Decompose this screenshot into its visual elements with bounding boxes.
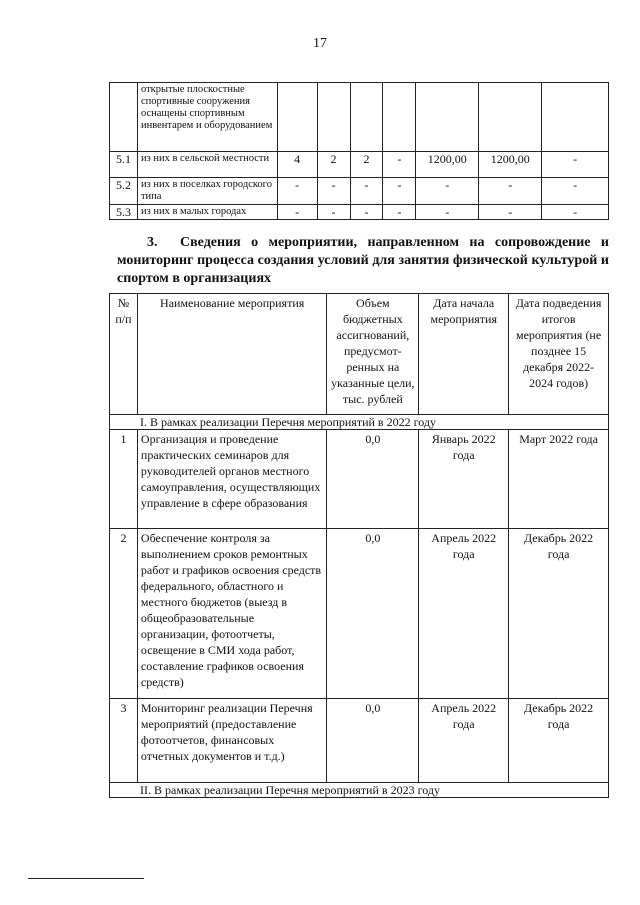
value-cell: -	[277, 178, 317, 205]
value-cell: 1200,00	[416, 152, 479, 178]
start-date-cell: Январь 2022 года	[419, 430, 509, 529]
value-cell: -	[383, 178, 416, 205]
row-number: 1	[110, 430, 138, 529]
value-cell: -	[416, 178, 479, 205]
value-cell: -	[383, 205, 416, 220]
value-cell: -	[317, 205, 350, 220]
table-row	[110, 178, 609, 205]
indicators-table	[109, 82, 609, 220]
table-row	[110, 83, 609, 152]
value-cell: -	[542, 152, 609, 178]
value-cell: 4	[277, 152, 317, 178]
row-number	[110, 83, 138, 152]
row-number: 5.1	[110, 152, 138, 178]
row-name: из них в малых городах	[137, 205, 277, 220]
value-cell: -	[317, 178, 350, 205]
header-end-date: Дата подведения итогов мероприятия (не позднее 15 декабря 2022-2024 годов)	[509, 294, 609, 415]
row-number: 5.3	[110, 205, 138, 220]
group-title: II. В рамках реализации Перечня мероприятий в 2023 году	[110, 783, 609, 798]
row-name: Мониторинг реализации Перечня мероприятий (предоставление фотоотчетов, финансовых отчетных документов и т.д.)	[137, 699, 326, 783]
section-title: Сведения о мероприятии, направленном на сопровождение и мониторинг процесса создания условий для занятия физической культурой и спортом в организациях	[117, 235, 609, 286]
value-cell: -	[542, 205, 609, 220]
budget-cell: 0,0	[327, 529, 419, 699]
end-date-cell: Март 2022 года	[509, 430, 609, 529]
row-name: из них в поселках городского типа	[137, 178, 277, 205]
group-row	[110, 783, 609, 798]
row-name: из них в сельской местности	[137, 152, 277, 178]
budget-cell: 0,0	[327, 699, 419, 783]
value-cell	[277, 83, 317, 152]
row-number: 2	[110, 529, 138, 699]
table-header-row	[110, 294, 609, 415]
events-table	[109, 293, 609, 798]
section-heading	[117, 234, 609, 288]
value-cell: 2	[317, 152, 350, 178]
header-num: № п/п	[110, 294, 138, 415]
start-date-cell: Апрель 2022 года	[419, 699, 509, 783]
value-cell	[542, 83, 609, 152]
group-row	[110, 415, 609, 430]
table-row	[110, 205, 609, 220]
value-cell: -	[479, 178, 542, 205]
header-budget: Объем бюджетных ассигнований, предусмот-ренных на указанные цели, тыс. рублей	[327, 294, 419, 415]
table-row	[110, 152, 609, 178]
value-cell: -	[350, 205, 383, 220]
end-date-cell: Декабрь 2022 года	[509, 699, 609, 783]
value-cell: 1200,00	[479, 152, 542, 178]
value-cell: -	[277, 205, 317, 220]
value-cell: -	[383, 152, 416, 178]
table-row	[110, 529, 609, 699]
value-cell	[416, 83, 479, 152]
value-cell	[317, 83, 350, 152]
table-row	[110, 699, 609, 783]
row-number: 3	[110, 699, 138, 783]
row-name: открытые плоскостные спортивные сооружения оснащены спортивным инвентарем и оборудованием	[137, 83, 277, 152]
end-date-cell: Декабрь 2022 года	[509, 529, 609, 699]
header-name: Наименование мероприятия	[137, 294, 326, 415]
value-cell	[350, 83, 383, 152]
start-date-cell: Апрель 2022 года	[419, 529, 509, 699]
page-number: 17	[313, 36, 327, 51]
value-cell: -	[542, 178, 609, 205]
row-number: 5.2	[110, 178, 138, 205]
value-cell: 2	[350, 152, 383, 178]
section-number: 3.	[147, 235, 158, 250]
footnote-divider	[28, 878, 144, 879]
row-name: Обеспечение контроля за выполнением сроков ремонтных работ и графиков освоения средств федерального, областного и местного бюджетов (выезд в общеобразовательные организации, фотоотчеты, освещение в СМИ хода работ, составление графиков освоения средств)	[137, 529, 326, 699]
value-cell: -	[350, 178, 383, 205]
value-cell: -	[479, 205, 542, 220]
value-cell: -	[416, 205, 479, 220]
budget-cell: 0,0	[327, 430, 419, 529]
group-title: I. В рамках реализации Перечня мероприятий в 2022 году	[110, 415, 609, 430]
value-cell	[479, 83, 542, 152]
table-row	[110, 430, 609, 529]
header-start-date: Дата начала мероприятия	[419, 294, 509, 415]
value-cell	[383, 83, 416, 152]
row-name: Организация и проведение практических семинаров для руководителей органов местного самоуправления, осуществляющих управление в сфере образования	[137, 430, 326, 529]
